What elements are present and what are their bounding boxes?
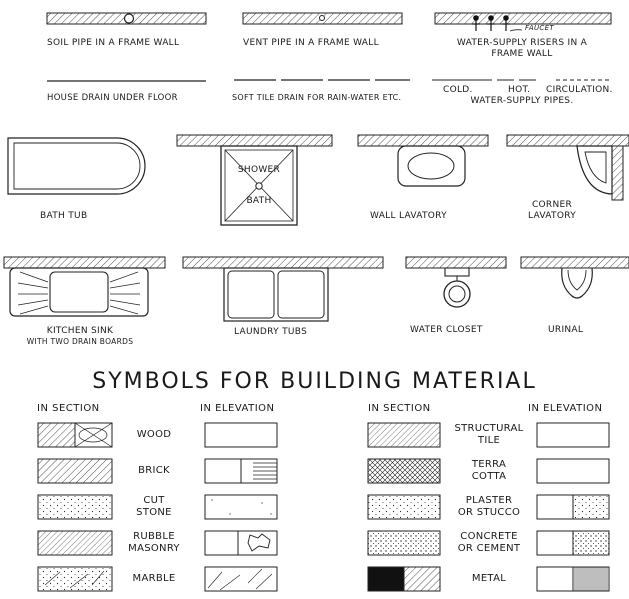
vent-pipe-symbol [243, 13, 402, 24]
vent-pipe-label: VENT PIPE IN A FRAME WALL [243, 38, 379, 48]
rubble-masonry-section-symbol [38, 531, 112, 555]
corner-lavatory-label-1: CORNER [531, 200, 573, 210]
material-name-rubble-masonry: RUBBLE MASONRY [128, 531, 180, 554]
material-name-marble: MARBLE [132, 573, 176, 584]
material-name-concrete: CONCRETE OR CEMENT [457, 531, 521, 554]
cut-stone-elevation-symbol [205, 495, 277, 519]
urinal-symbol [521, 257, 629, 298]
brick-elevation-symbol [205, 459, 277, 483]
shower-label-2: BATH [246, 196, 272, 206]
water-supply-pipes-label: WATER-SUPPLY PIPES. [470, 96, 574, 106]
bath-tub-symbol [8, 138, 145, 194]
material-name-wood: WOOD [136, 429, 172, 440]
structural-tile-section-symbol [368, 423, 440, 447]
soil-pipe-symbol [47, 13, 206, 24]
shower-label-1: SHOWER [237, 165, 281, 175]
soil-pipe-label: SOIL PIPE IN A FRAME WALL [47, 38, 180, 48]
urinal-label: URINAL [548, 325, 584, 335]
corner-lavatory-label-2: LAVATORY [528, 211, 576, 221]
laundry-tubs-label: LAUNDRY TUBS [234, 327, 308, 337]
marble-section-symbol [38, 567, 112, 591]
kitchen-sink-label-2: WITH TWO DRAIN BOARDS [26, 337, 134, 346]
concrete-section-symbol [368, 531, 440, 555]
cut-stone-section-symbol [38, 495, 112, 519]
concrete-elevation-symbol [537, 531, 609, 555]
material-name-metal: METAL [471, 573, 507, 584]
terra-cotta-elevation-symbol [537, 459, 609, 483]
circulation-label: CIRCULATION. [546, 85, 613, 95]
bath-tub-label: BATH TUB [40, 211, 88, 221]
material-name-structural-tile: STRUCTURAL TILE [454, 423, 524, 446]
right-in-elevation-header: IN ELEVATION [528, 403, 603, 414]
left-in-elevation-header: IN ELEVATION [200, 403, 275, 414]
wall-lavatory-label: WALL LAVATORY [370, 211, 447, 221]
laundry-tubs-symbol [183, 257, 383, 321]
rubble-masonry-elevation-symbol [205, 531, 277, 555]
left-in-section-header: IN SECTION [37, 403, 100, 414]
water-risers-label-2: FRAME WALL [491, 49, 553, 59]
plaster-elevation-symbol [537, 495, 609, 519]
plaster-section-symbol [368, 495, 440, 519]
right-in-section-header: IN SECTION [368, 403, 431, 414]
water-closet-symbol [406, 257, 506, 307]
wood-elevation-symbol [205, 423, 277, 447]
material-name-plaster: PLASTER OR STUCCO [457, 495, 521, 518]
material-name-cut-stone: CUT STONE [136, 495, 172, 518]
house-drain-label: HOUSE DRAIN UNDER FLOOR [47, 93, 178, 103]
shower-bath-symbol [177, 135, 332, 225]
cold-label: COLD. [443, 85, 473, 95]
wall-lavatory-symbol [358, 135, 488, 186]
materials-title: SYMBOLS FOR BUILDING MATERIAL [92, 369, 537, 394]
kitchen-sink-label-1: KITCHEN SINK [46, 326, 114, 336]
material-name-brick: BRICK [138, 465, 170, 476]
water-risers-label-1: WATER-SUPPLY RISERS IN A [456, 38, 588, 48]
metal-elevation-symbol [537, 567, 609, 591]
soft-tile-label: SOFT TILE DRAIN FOR RAIN-WATER ETC. [232, 93, 402, 102]
terra-cotta-section-symbol [368, 459, 440, 483]
brick-section-symbol [38, 459, 112, 483]
metal-section-symbol [368, 567, 440, 591]
material-name-terra-cotta: TERRA COTTA [471, 459, 507, 482]
water-risers-symbol [435, 13, 611, 31]
marble-elevation-symbol [205, 567, 277, 591]
hot-label: HOT. [508, 85, 531, 95]
water-closet-label: WATER CLOSET [410, 325, 483, 335]
structural-tile-elevation-symbol [537, 423, 609, 447]
kitchen-sink-symbol [4, 257, 165, 316]
faucet-label: FAUCET [525, 24, 554, 32]
corner-lavatory-symbol [507, 135, 629, 200]
wood-section-symbol [38, 423, 112, 447]
